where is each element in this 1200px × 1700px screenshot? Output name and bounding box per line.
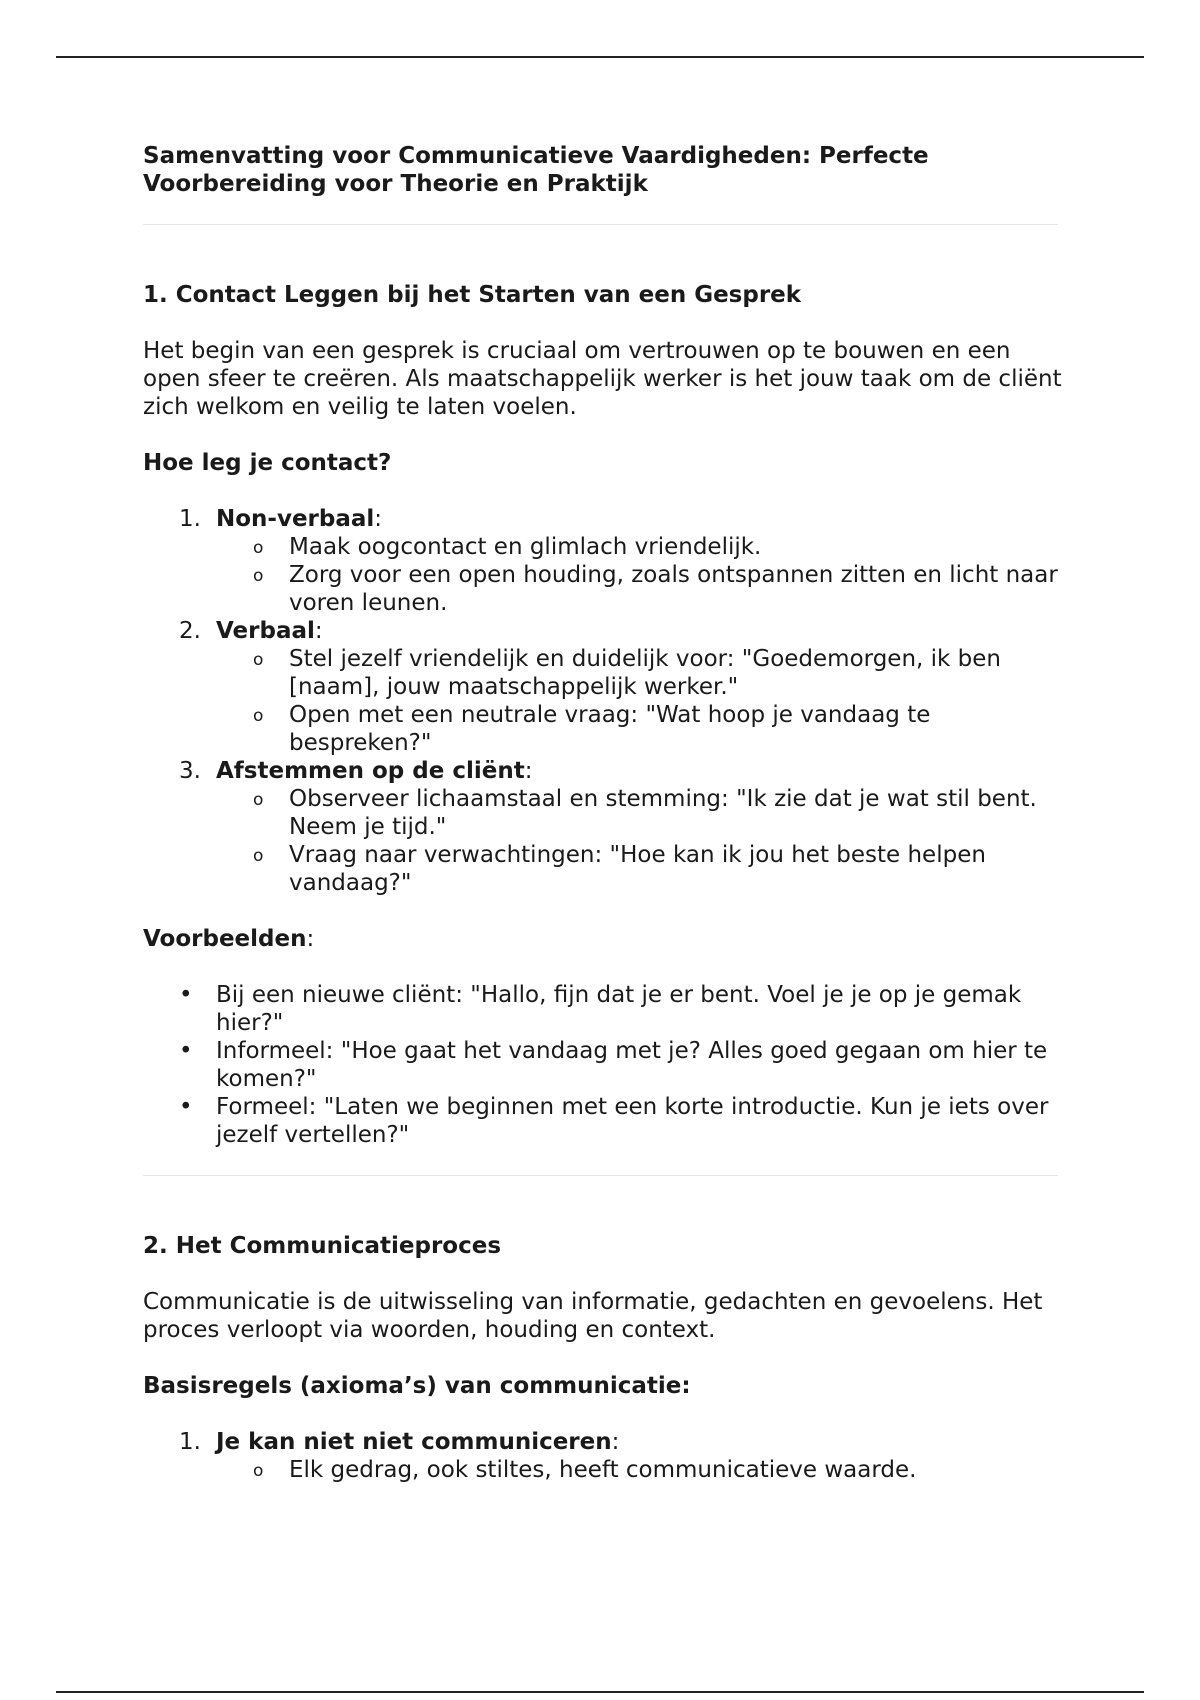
list-number: 1.: [179, 506, 201, 532]
examples-heading: [143, 925, 1063, 953]
section-2-intro: Communicatie is de uitwisseling van informatie, gedachten en gevoelens. Het proces verloopt via woorden, houding en context.: [143, 1289, 1043, 1343]
circle-bullet-icon: o: [253, 538, 264, 558]
label-colon: :: [524, 758, 533, 784]
list-item: [143, 505, 1063, 617]
circle-bullet-icon: o: [253, 1461, 264, 1481]
sub-list-item: [216, 841, 1063, 897]
sub-item-text: Vraag naar verwachtingen: "Hoe kan ik jou het beste helpen vandaag?": [289, 842, 986, 896]
section-divider: [143, 224, 1058, 225]
sub-item-text: Elk gedrag, ook stiltes, heeft communicatieve waarde.: [289, 1457, 917, 1483]
list-item-label: Verbaal: [216, 618, 315, 644]
dot-bullet-icon: •: [179, 982, 193, 1008]
list-item: [143, 1428, 1063, 1484]
list-item: [143, 1037, 1063, 1093]
list-item: [143, 757, 1063, 897]
section-1-intro: Het begin van een gesprek is cruciaal om vertrouwen op te bouwen en een open sfeer te creëren. Als maatschappelijk werker is het jouw taak om de cliënt zich welkom en veilig te laten voelen.: [143, 338, 1062, 420]
label-colon: :: [611, 1429, 620, 1455]
list-number: 1.: [179, 1429, 201, 1455]
page-top-rule: [56, 56, 1144, 58]
sub-list: [216, 533, 1063, 617]
circle-bullet-icon: o: [253, 650, 264, 670]
sub-list: [216, 1456, 1063, 1484]
circle-bullet-icon: o: [253, 846, 264, 866]
list-item: [143, 1093, 1063, 1149]
axioms-list: [143, 1428, 1063, 1484]
contact-steps-list: [143, 505, 1063, 897]
example-text: Bij een nieuwe cliënt: "Hallo, fijn dat je er bent. Voel je je op je gemak hier?": [216, 982, 1022, 1036]
list-item-label: Non-verbaal: [216, 506, 375, 532]
document-body: [143, 142, 1063, 1484]
circle-bullet-icon: o: [253, 790, 264, 810]
sub-item-text: Stel jezelf vriendelijk en duidelijk voor: "Goedemorgen, ik ben [naam], jouw maatschappelijk werker.": [289, 646, 1001, 700]
sub-list: [216, 785, 1063, 897]
list-item: [143, 617, 1063, 757]
sub-list: [216, 645, 1063, 757]
section-2-heading: 2. Het Communicatieproces: [143, 1233, 502, 1259]
list-item-label: Afstemmen op de cliënt: [216, 758, 525, 784]
examples-label: Voorbeelden: [143, 926, 307, 952]
sub-item-text: Observeer lichaamstaal en stemming: "Ik zie dat je wat stil bent. Neem je tijd.": [289, 786, 1037, 840]
list-item-label: Je kan niet niet communiceren: [216, 1429, 612, 1455]
section-1-heading: 1. Contact Leggen bij het Starten van een Gesprek: [143, 282, 802, 308]
dot-bullet-icon: •: [179, 1094, 193, 1120]
sub-list-item: [216, 533, 1063, 561]
section-divider: [143, 1175, 1058, 1176]
sub-list-item: [216, 1456, 1063, 1484]
page-bottom-rule: [56, 1691, 1144, 1693]
sub-list-item: [216, 645, 1063, 701]
label-colon: :: [306, 926, 315, 952]
sub-list-item: [216, 561, 1063, 617]
document-title: Samenvatting voor Communicatieve Vaardigheden: Perfecte Voorbereiding voor Theorie en Praktijk: [143, 143, 929, 197]
section-1-subheading: Hoe leg je contact?: [143, 450, 392, 476]
section-2-subheading: Basisregels (axioma’s) van communicatie:: [143, 1373, 691, 1399]
example-text: Formeel: "Laten we beginnen met een korte introductie. Kun je iets over jezelf vertellen?": [216, 1094, 1049, 1148]
sub-list-item: [216, 701, 1063, 757]
list-item: [143, 981, 1063, 1037]
list-number: 3.: [179, 758, 201, 784]
sub-item-text: Open met een neutrale vraag: "Wat hoop je vandaag te bespreken?": [289, 702, 931, 756]
circle-bullet-icon: o: [253, 566, 264, 586]
label-colon: :: [374, 506, 383, 532]
sub-item-text: Zorg voor een open houding, zoals ontspannen zitten en licht naar voren leunen.: [289, 562, 1058, 616]
dot-bullet-icon: •: [179, 1038, 193, 1064]
example-text: Informeel: "Hoe gaat het vandaag met je? Alles goed gegaan om hier te komen?": [216, 1038, 1048, 1092]
sub-item-text: Maak oogcontact en glimlach vriendelijk.: [289, 534, 762, 560]
examples-list: [143, 981, 1063, 1149]
list-number: 2.: [179, 618, 201, 644]
label-colon: :: [314, 618, 323, 644]
sub-list-item: [216, 785, 1063, 841]
circle-bullet-icon: o: [253, 706, 264, 726]
